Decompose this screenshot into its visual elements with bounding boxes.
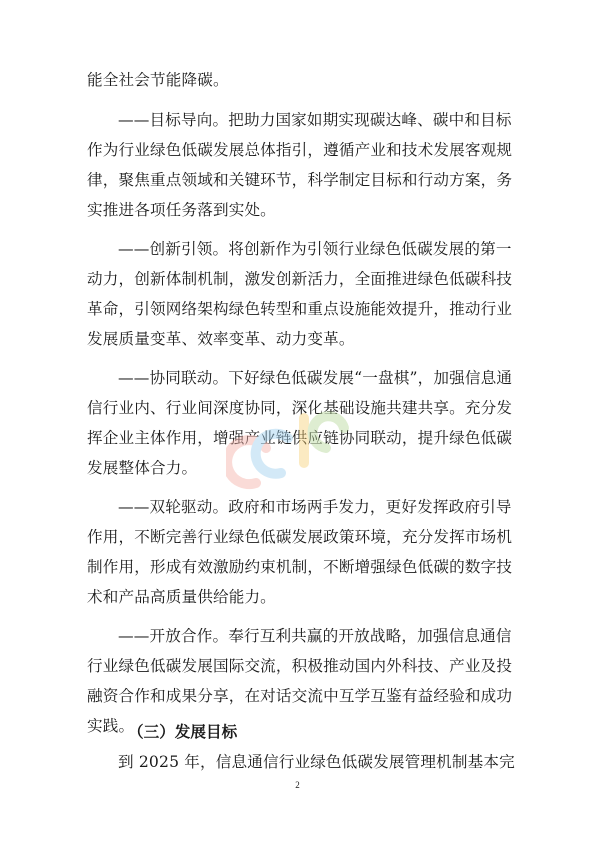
paragraph-line: 实推进各项任务落到实处。: [87, 201, 276, 219]
paragraph-line: 术和产品高质量供给能力。: [87, 588, 276, 606]
paragraph-line: 作为行业绿色低碳发展总体指引，遵循产业和技术发展客观规: [87, 141, 513, 159]
paragraph-line: 发展质量变革、效率变革、动力变革。: [87, 330, 355, 348]
paragraph-line: ——双轮驱动。政府和市场两手发力，更好发挥政府引导: [118, 498, 512, 516]
paragraph-line: ——协同联动。下好绿色低碳发展“一盘棋”，加强信息通: [118, 369, 513, 387]
paragraph-line: 行业绿色低碳发展国际交流，积极推动国内外科技、产业及投: [87, 657, 513, 675]
paragraph-line: 作用，不断完善行业绿色低碳发展政策环境，充分发挥市场机: [87, 528, 513, 546]
paragraph-line: 动力，创新体制机制，激发创新活力，全面推进绿色低碳科技: [87, 270, 513, 288]
paragraph-line: 信行业内、行业间深度协同，深化基础设施共建共享。充分发: [87, 399, 513, 417]
paragraph-line: 发展整体合力。: [87, 459, 198, 477]
paragraph-line: ——开放合作。奉行互利共赢的开放战略，加强信息通信: [118, 627, 512, 645]
paragraph-line: 能全社会节能降碳。: [87, 71, 229, 89]
paragraph-line: 制作用，形成有效激励约束机制，不断增强绿色低碳的数字技: [87, 558, 513, 576]
page-number: 2: [295, 780, 300, 790]
paragraph-line: 到 2025 年，信息通信行业绿色低碳发展管理机制基本完: [118, 753, 515, 771]
watermark-logo-icon: [226, 388, 366, 498]
section-heading: （三）发展目标: [128, 722, 238, 741]
paragraph-line: 律，聚焦重点领域和关键环节，科学制定目标和行动方案，务: [87, 171, 513, 189]
paragraph-line: 融资合作和成果分享，在对话交流中互学互鉴有益经验和成功: [87, 687, 513, 705]
paragraph-line: 革命，引领网络架构绿色转型和重点设施能效提升，推动行业: [87, 300, 513, 318]
paragraph-line: ——创新引领。将创新作为引领行业绿色低碳发展的第一: [118, 240, 512, 258]
paragraph-line: 挥企业主体作用，增强产业链供应链协同联动，提升绿色低碳: [87, 429, 513, 447]
paragraph-line: ——目标导向。把助力国家如期实现碳达峰、碳中和目标: [118, 111, 512, 129]
paragraph-line: 实践。: [87, 717, 135, 735]
